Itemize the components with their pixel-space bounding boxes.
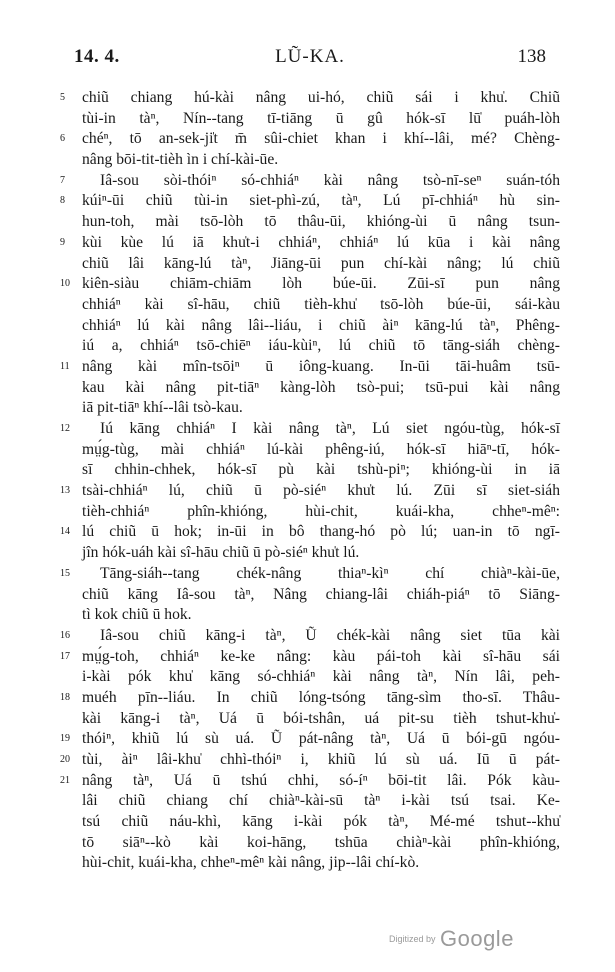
- line-text: kùi kùe lú iā khu̍t-i chhiáⁿ, chhiáⁿ lú kūa i kài nâng: [82, 233, 560, 251]
- line-text: iā pit-tiāⁿ khí--lâi tsò-kau.: [82, 399, 243, 417]
- text-line: [60, 171, 560, 192]
- line-text: Tāng-siáh--tang chék-nâng thiaⁿ-kìⁿ chí chiàⁿ-kài-ūe,: [100, 564, 560, 582]
- text-line: [60, 812, 560, 833]
- text-line: [60, 709, 560, 730]
- text-line: [60, 667, 560, 688]
- chapter-verse-ref: 14. 4.: [74, 46, 120, 67]
- text-line: [60, 316, 560, 337]
- line-text: iú a, chhiáⁿ tsō-chiēⁿ iáu-kùiⁿ, lú chiũ tō tāng-siáh chèng-: [82, 337, 560, 355]
- text-line: [60, 336, 560, 357]
- text-line: [60, 378, 560, 399]
- book-title: LŨ-KA.: [275, 46, 345, 67]
- text-line: [60, 254, 560, 275]
- line-text: kài kāng-i tàⁿ, Uá ū bói-tshân, uá pit-su tièh tshut-khu̍-: [82, 709, 560, 727]
- running-head: [74, 46, 546, 70]
- line-text: nâng bōi-tit-tièh ìn i chí-kài-ūe.: [82, 151, 279, 169]
- text-line: [60, 481, 560, 502]
- line-text: kúiⁿ-ūi chiũ tùi-in siet-phì-zú, tàⁿ, Lú pī-chhiáⁿ hù sin-: [82, 192, 560, 210]
- text-line: [60, 274, 560, 295]
- verse-number: 5: [60, 92, 65, 103]
- line-text: hùi-chit, kuái-kha, chheⁿ-mêⁿ kài nâng, jip--lâi chí-kò.: [82, 854, 420, 872]
- text-line: [60, 295, 560, 316]
- line-text: kiên-siàu chiām-chiām lòh búe-ūi. Zūi-sī pun nâng: [82, 275, 560, 293]
- line-text: Iú kāng chhiáⁿ I kài nâng tàⁿ, Lú siet ngóu-tùg, hók-sī: [100, 420, 560, 437]
- verse-number: 18: [60, 691, 70, 703]
- text-line: [60, 88, 560, 109]
- line-text: i-kài pók khu̍ kāng só-chhiáⁿ kài nâng tàⁿ, Nín lâi, peh-: [82, 668, 560, 686]
- line-text: sī chhin-chhek, hók-sī pù kài tshù-piⁿ; khióng-ùi in iā: [82, 461, 560, 479]
- verse-number: 11: [60, 360, 70, 372]
- line-text: chiũ lâi kāng-lú tàⁿ, Jiāng-ūi pun chí-kài nâng; lú chiũ: [82, 254, 560, 272]
- verse-number: 12: [60, 423, 70, 434]
- text-line: [60, 150, 560, 171]
- text-line: [60, 191, 560, 212]
- line-text: hun-toh, mài tsō-lòh tō thâu-ūi, khióng-ùi ū nâng tsun-: [82, 213, 560, 231]
- text-line: [60, 543, 560, 564]
- text-line: [60, 419, 560, 440]
- line-text: tì kok chiũ ū hok.: [82, 606, 192, 624]
- line-text: nâng tàⁿ, Uá ū tshú chhi, só-íⁿ bōi-tit lâi. Pók kàu-: [82, 771, 560, 789]
- verse-number: 6: [60, 133, 65, 145]
- text-line: [60, 585, 560, 606]
- line-text: tō siāⁿ--kò kài koi-hāng, tshūa chiàⁿ-kài phîn-khióng,: [82, 833, 560, 851]
- verse-number: 10: [60, 278, 70, 290]
- verse-number: 7: [60, 174, 65, 186]
- text-line: [60, 853, 560, 874]
- verse-number: 17: [60, 650, 70, 662]
- text-line: [60, 688, 560, 709]
- text-line: [60, 605, 560, 626]
- line-text: tièh-chhiáⁿ phîn-khióng, hùi-chit, kuái-kha, chheⁿ-mêⁿ:: [82, 502, 560, 520]
- text-line: [60, 522, 560, 543]
- verse-number: 21: [60, 774, 70, 786]
- line-text: lú chiũ ū hok; in-ūi in bô thang-hó pò lú; uan-in tō ngī-: [82, 523, 560, 541]
- text-line: [60, 647, 560, 668]
- scripture-text: [60, 88, 560, 874]
- text-line: [60, 564, 560, 585]
- line-text: Iâ-sou sòi-thóiⁿ só-chhiáⁿ kài nâng tsò-nī-seⁿ suán-tóh: [100, 171, 560, 189]
- verse-number: 9: [60, 236, 65, 248]
- line-text: jîn hók-uáh kài sî-hāu chiũ ū pò-siéⁿ khu̍t lú.: [82, 544, 360, 562]
- text-line: [60, 833, 560, 854]
- line-text: kau kài nâng pit-tiāⁿ kàng-lòh tsò-pui; tsū-pui kài nâng: [82, 378, 560, 396]
- line-text: thóiⁿ, khiũ lú sù uá. Ũ pát-nâng tàⁿ, Uá ū bói-gū ngóu-: [82, 730, 560, 748]
- text-line: [60, 771, 560, 792]
- line-text: tùi-in tàⁿ, Nín--tang tī-tiāng ū gû hók-sī lū̍ puáh-lòh: [82, 109, 560, 127]
- digitized-by-label: Digitized by: [389, 934, 436, 944]
- verse-number: 15: [60, 567, 70, 579]
- text-line: [60, 398, 560, 419]
- line-text: chhiáⁿ lú kài nâng lâi--liáu, i chiũ àiⁿ kāng-lú tàⁿ, Phêng-: [82, 316, 560, 334]
- text-line: [60, 357, 560, 378]
- line-text: tùi, àiⁿ lâi-khu̍ chhì-thóiⁿ i, khiũ lú sù uá. Iū ū pát-: [82, 751, 560, 768]
- line-text: Iâ-sou chiũ kāng-i tàⁿ, Ũ chék-kài nâng siet tūa kài: [100, 626, 560, 644]
- text-line: [60, 460, 560, 481]
- verse-number: 20: [60, 754, 70, 765]
- line-text: chhiáⁿ kài sî-hāu, chiũ tièh-khu̍ tsō-lòh búe-ūi, sái-kàu: [82, 295, 560, 313]
- verse-number: 19: [60, 733, 70, 745]
- line-text: mṳ́g-toh, chhiáⁿ ke-ke nâng: kàu pái-toh kài sî-hāu sái: [82, 647, 560, 665]
- text-line: [60, 212, 560, 233]
- line-text: tsài-chhiáⁿ lú, chiũ ū pò-siéⁿ khu̍t lú. Zūi sī siet-siáh: [82, 482, 560, 500]
- text-line: [60, 729, 560, 750]
- line-text: chiũ chiang hú-kài nâng ui-hó, chiũ sái i khu̍. Chiũ: [82, 89, 560, 106]
- text-line: [60, 791, 560, 812]
- line-text: tsú chiũ náu-khì, kāng i-kài pók tàⁿ, Mé-mé tshut--khu̍: [82, 813, 560, 831]
- line-text: lâi chiũ chiang chí chiàⁿ-kài-sū tàⁿ i-kài tsú tsai. Ke-: [82, 792, 560, 810]
- line-text: chéⁿ, tō an-sek-ji̍t m̄ sûi-chiet khan i khí--lâi, mé? Chèng-: [82, 130, 560, 148]
- text-line: [60, 626, 560, 647]
- verse-number: 14: [60, 526, 70, 538]
- line-text: chiũ kāng Iâ-sou tàⁿ, Nâng chiang-lâi chiáh-piáⁿ tō Siāng-: [82, 585, 560, 603]
- verse-number: 8: [60, 195, 65, 207]
- text-line: [60, 233, 560, 254]
- line-text: muéh pīn--liáu. In chiũ lóng-tsóng tāng-sìm tho-sī. Thâu-: [82, 688, 560, 706]
- text-line: [60, 440, 560, 461]
- digitized-by-google-watermark: [389, 926, 514, 952]
- text-line: [60, 129, 560, 150]
- verse-number: 13: [60, 485, 70, 497]
- text-line: [60, 502, 560, 523]
- google-logo: Google: [439, 926, 514, 951]
- line-text: nâng kài mîn-tsōiⁿ ū iông-kuang. In-ūi tāi-huâm tsū-: [82, 357, 560, 375]
- text-line: [60, 109, 560, 130]
- line-text: mṳ́g-tùg, mài chhiáⁿ lú-kài phêng-iú, hók-sī hiāⁿ-tī, hók-: [82, 440, 560, 458]
- page-number: 138: [517, 46, 546, 67]
- verse-number: 16: [60, 629, 70, 641]
- text-line: [60, 750, 560, 771]
